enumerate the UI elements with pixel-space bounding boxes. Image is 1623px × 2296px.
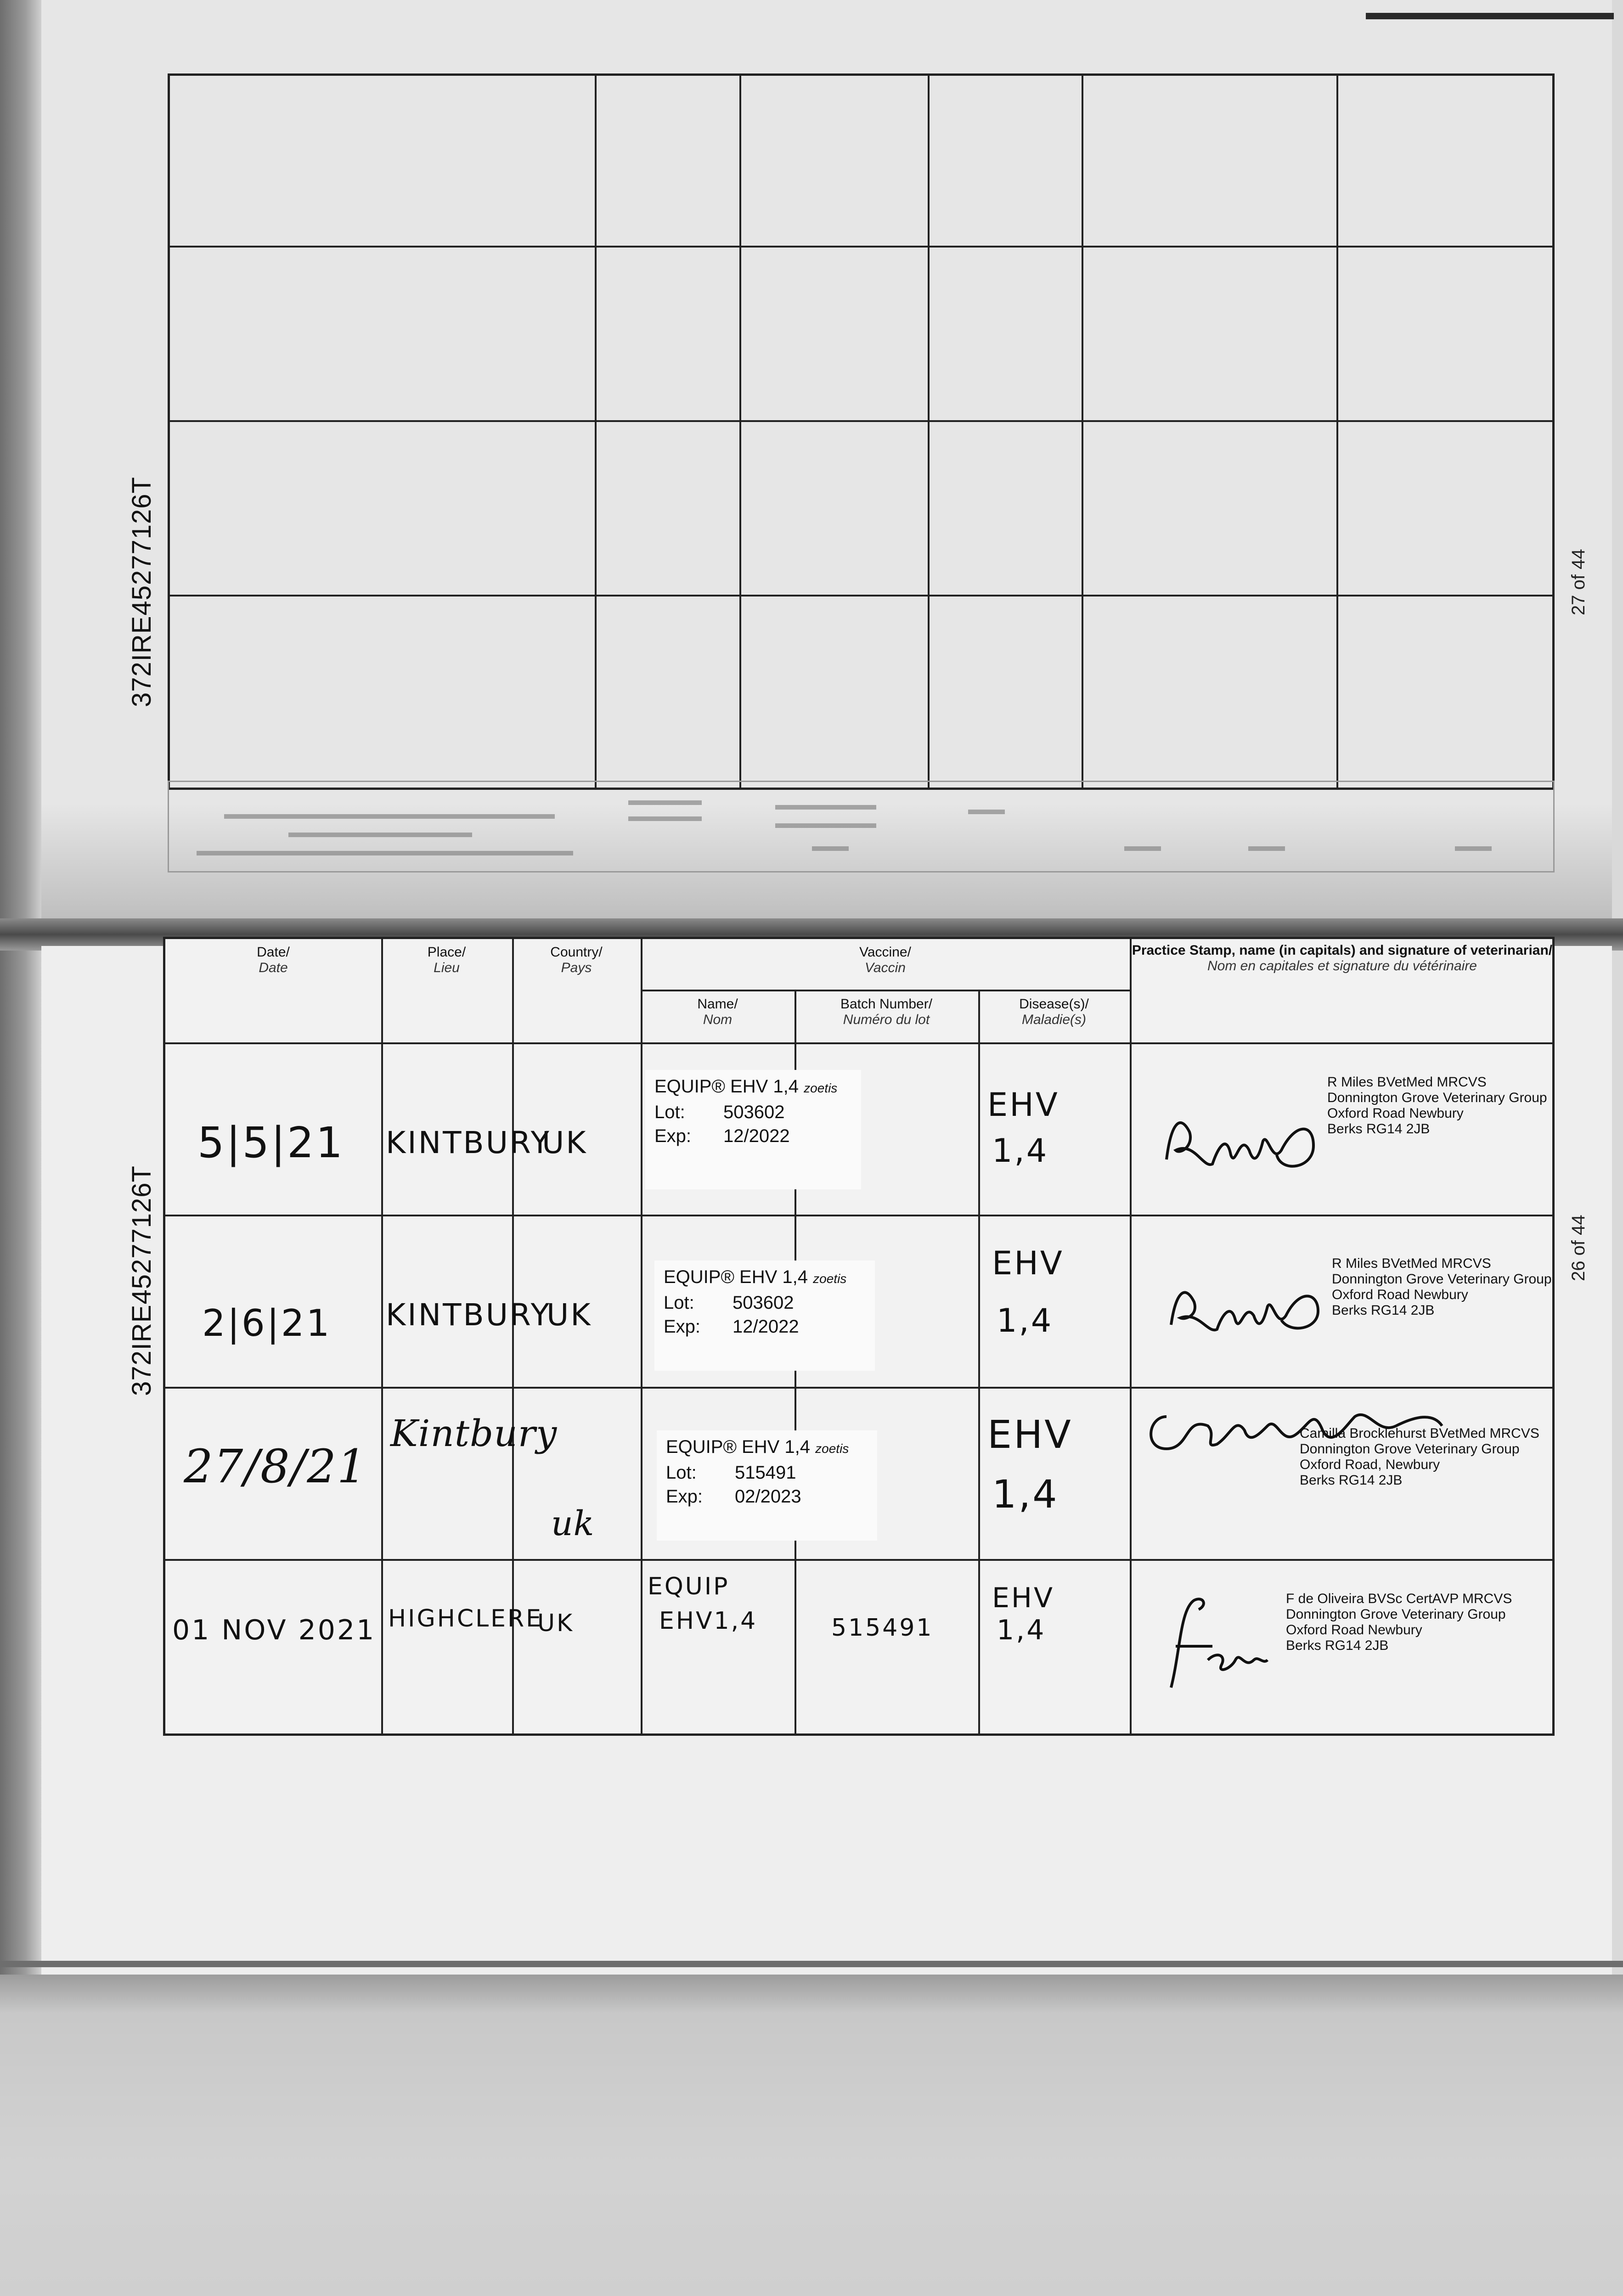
- row4-date: 01 NOV 2021: [172, 1614, 376, 1646]
- row3-country: uk: [551, 1504, 595, 1543]
- header-vaccine: Vaccine/ Vaccin: [859, 945, 911, 975]
- row3-disease-1: EHV: [987, 1412, 1073, 1457]
- row2-practice-stamp: R Miles BVetMed MRCVS Donnington Grove Veterinary Group Oxford Road Newbury Berks RG14 2JB: [1332, 1256, 1552, 1318]
- row4-place: HIGHCLERE: [388, 1605, 543, 1632]
- row2-disease-2: 1,4: [997, 1302, 1054, 1339]
- scan-background: [0, 1975, 1623, 2296]
- row2-date: 2|6|21: [202, 1302, 332, 1345]
- row4-vaccine-name-1: EQUIP: [648, 1573, 730, 1600]
- header-name: Name/ Nom: [697, 996, 738, 1027]
- vaccination-table: [163, 937, 1555, 1736]
- header-batch: Batch Number/ Numéro du lot: [840, 996, 933, 1027]
- header-country: Country/ Pays: [550, 945, 603, 975]
- row3-disease-2: 1,4: [992, 1472, 1059, 1517]
- empty-record-grid: [168, 73, 1555, 790]
- row1-place: KINTBURY: [386, 1125, 551, 1160]
- page-fold: [0, 1961, 1623, 1967]
- row4-signature: [1153, 1582, 1281, 1701]
- page-number-top: 27 of 44: [1568, 549, 1589, 615]
- row2-signature: [1167, 1261, 1350, 1352]
- row4-country: UK: [537, 1609, 575, 1637]
- row3-practice-stamp: Camilla Brocklehurst BVetMed MRCVS Donnington Grove Veterinary Group Oxford Road, Newbury Berks RG14 2JB: [1300, 1426, 1539, 1488]
- row3-place: Kintbury: [390, 1412, 558, 1455]
- row1-disease-1: EHV: [987, 1086, 1059, 1124]
- row2-disease-1: EHV: [992, 1244, 1064, 1282]
- header-date: Date/ Date: [257, 945, 290, 975]
- row1-country: UK: [542, 1125, 588, 1160]
- scan-artifact: [1366, 13, 1614, 19]
- row3-vaccine-label: EQUIP® EHV 1,4 zoetis Lot: 515491 Exp: 02/2023: [657, 1430, 877, 1541]
- row1-date: 5|5|21: [197, 1118, 345, 1167]
- row2-vaccine-label: EQUIP® EHV 1,4 zoetis Lot: 503602 Exp: 12/2022: [654, 1261, 875, 1371]
- row4-practice-stamp: F de Oliveira BVSc CertAVP MRCVS Donnington Grove Veterinary Group Oxford Road Newbury Berks RG14 2JB: [1286, 1591, 1512, 1653]
- row4-disease-1: EHV: [992, 1582, 1055, 1614]
- page-number-bottom: 26 of 44: [1568, 1215, 1589, 1281]
- row1-signature: [1162, 1095, 1355, 1187]
- row2-place: KINTBURY: [386, 1297, 551, 1333]
- row1-vaccine-label: EQUIP® EHV 1,4 zoetis Lot: 503602 Exp: 12/2022: [645, 1070, 861, 1189]
- row2-country: UK: [547, 1297, 592, 1333]
- row1-disease-2: 1,4: [992, 1132, 1049, 1170]
- passport-id-top: 372IRE45277126T: [127, 477, 157, 707]
- row4-vaccine-name-2: EHV1,4: [659, 1607, 758, 1635]
- row1-practice-stamp: R Miles BVetMed MRCVS Donnington Grove Veterinary Group Oxford Road Newbury Berks RG14 2JB: [1327, 1075, 1547, 1137]
- passport-id-bottom: 372IRE45277126T: [127, 1165, 157, 1396]
- scan-edge: [0, 0, 41, 1975]
- header-disease: Disease(s)/ Maladie(s): [1019, 996, 1089, 1027]
- blurred-header-row: [168, 781, 1555, 872]
- row3-date: 27/8/21: [184, 1440, 367, 1493]
- row4-batch: 515491: [831, 1614, 934, 1642]
- row4-disease-2: 1,4: [997, 1614, 1046, 1646]
- header-practice: Practice Stamp, name (in capitals) and signature of veterinarian/ Nom en capitales et signature du vétérinaire: [1132, 943, 1553, 974]
- header-place: Place/ Lieu: [427, 945, 466, 975]
